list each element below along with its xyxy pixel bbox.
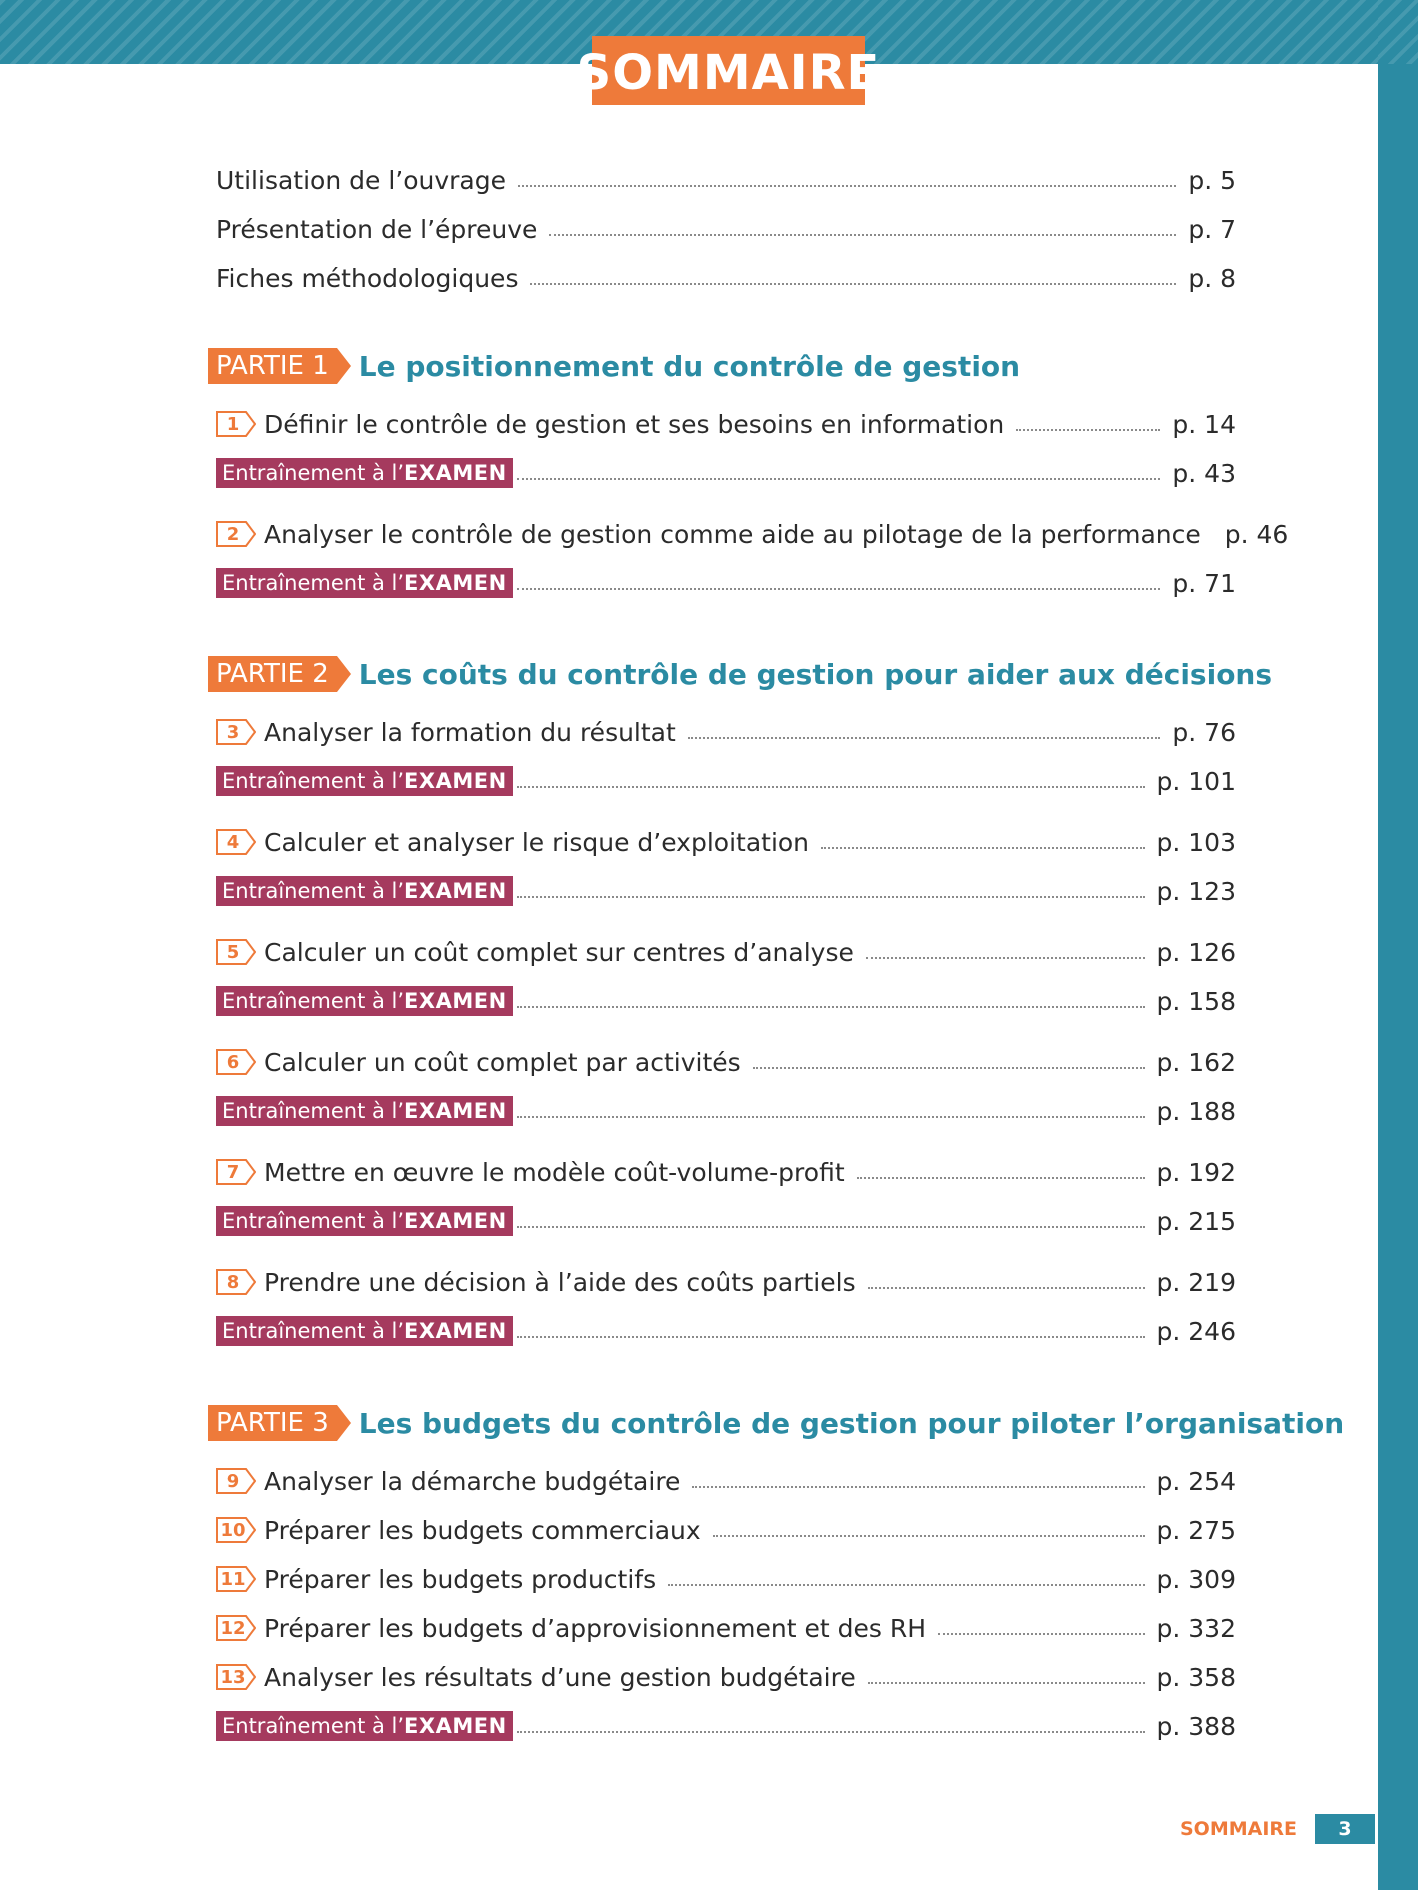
chapter-page: p. 14 (1172, 409, 1236, 439)
dot-leader (668, 1584, 1144, 1586)
chapter-number-badge: 2 (216, 521, 256, 547)
chapter-number-badge: 11 (216, 1566, 256, 1592)
part-tag: PARTIE 3 (208, 1405, 351, 1441)
exam-entry-3[interactable] (216, 759, 1236, 803)
part-heading-1 (208, 346, 1020, 386)
exam-badge: Entraînement à l’ EXAMEN (216, 1711, 513, 1741)
chapter-entry-5[interactable] (216, 930, 1236, 974)
chapter-label: Préparer les budgets d’approvisionnement et des RH (264, 1613, 926, 1643)
exam-badge: Entraînement à l’ EXAMEN (216, 1316, 513, 1346)
arrow-icon (337, 656, 351, 692)
part-title: Les budgets du contrôle de gestion pour piloter l’organisation (358, 1406, 1345, 1440)
toc-entry-page: p. 7 (1188, 214, 1236, 244)
chapter-page: p. 219 (1156, 1267, 1236, 1297)
toc-entry-page: p. 5 (1188, 165, 1236, 195)
chapter-entry-6[interactable] (216, 1040, 1236, 1084)
chapter-page: p. 76 (1172, 717, 1236, 747)
exam-entry-4[interactable] (216, 869, 1236, 913)
arrow-icon (337, 1405, 351, 1441)
exam-badge: Entraînement à l’ EXAMEN (216, 1206, 513, 1236)
chapter-entry-10[interactable] (216, 1508, 1236, 1552)
chapter-entry-7[interactable] (216, 1150, 1236, 1194)
exam-entry-8[interactable] (216, 1309, 1236, 1353)
part-heading-3 (208, 1403, 1344, 1443)
exam-entry-part3[interactable] (216, 1704, 1236, 1748)
page-title: SOMMAIRE (592, 36, 865, 105)
dot-leader (821, 847, 1144, 849)
chapter-label: Analyser le contrôle de gestion comme aide au pilotage de la performance (264, 519, 1201, 549)
exam-badge: Entraînement à l’ EXAMEN (216, 876, 513, 906)
toc-entry-label: Utilisation de l’ouvrage (216, 165, 506, 195)
part-title: Le positionnement du contrôle de gestion (358, 349, 1021, 383)
chapter-number-badge: 7 (216, 1159, 256, 1185)
chapter-number-badge: 6 (216, 1049, 256, 1075)
chapter-label: Préparer les budgets productifs (264, 1564, 657, 1594)
exam-page: p. 123 (1156, 876, 1236, 906)
chapter-number-badge: 1 (216, 411, 256, 437)
dot-leader (857, 1177, 1145, 1179)
dot-leader (753, 1067, 1145, 1069)
dot-leader (868, 1287, 1145, 1289)
exam-entry-7[interactable] (216, 1199, 1236, 1243)
exam-page: p. 215 (1156, 1206, 1236, 1236)
dot-leader (517, 1336, 1145, 1338)
exam-entry-5[interactable] (216, 979, 1236, 1023)
chapter-entry-8[interactable] (216, 1260, 1236, 1304)
exam-entry-2[interactable] (216, 561, 1236, 605)
chapter-label: Définir le contrôle de gestion et ses besoins en information (264, 409, 1005, 439)
dot-leader (517, 1731, 1145, 1733)
chapter-entry-3[interactable] (216, 710, 1236, 754)
dot-leader (518, 185, 1176, 187)
chapter-page: p. 254 (1156, 1466, 1236, 1496)
chapter-entry-1[interactable] (216, 402, 1236, 446)
dot-leader (688, 737, 1161, 739)
dot-leader (530, 283, 1176, 285)
exam-page: p. 246 (1156, 1316, 1236, 1346)
chapter-label: Calculer un coût complet par activités (264, 1047, 741, 1077)
chapter-entry-11[interactable] (216, 1557, 1236, 1601)
chapter-number-badge: 3 (216, 719, 256, 745)
chapter-label: Prendre une décision à l’aide des coûts partiels (264, 1267, 856, 1297)
chapter-number-badge: 5 (216, 939, 256, 965)
dot-leader (517, 588, 1161, 590)
chapter-label: Mettre en œuvre le modèle coût-volume-profit (264, 1157, 845, 1187)
chapter-label: Analyser la démarche budgétaire (264, 1466, 681, 1496)
toc-entry-presentation[interactable] (216, 207, 1236, 251)
chapter-number-badge: 9 (216, 1468, 256, 1494)
exam-page: p. 101 (1156, 766, 1236, 796)
exam-entry-1[interactable] (216, 451, 1236, 495)
dot-leader (868, 1682, 1145, 1684)
chapter-entry-13[interactable] (216, 1655, 1236, 1699)
chapter-label: Calculer un coût complet sur centres d’analyse (264, 937, 854, 967)
chapter-page: p. 275 (1156, 1515, 1236, 1545)
toc-entry-fiches[interactable] (216, 256, 1236, 300)
dot-leader (517, 786, 1145, 788)
part-tag: PARTIE 2 (208, 656, 351, 692)
chapter-page: p. 358 (1156, 1662, 1236, 1692)
exam-badge: Entraînement à l’ EXAMEN (216, 1096, 513, 1126)
part-tag: PARTIE 1 (208, 348, 351, 384)
chapter-label: Analyser les résultats d’une gestion budgétaire (264, 1662, 856, 1692)
chapter-page: p. 162 (1156, 1047, 1236, 1077)
chapter-label: Calculer et analyser le risque d’exploitation (264, 827, 810, 857)
exam-badge: Entraînement à l’ EXAMEN (216, 986, 513, 1016)
dot-leader (866, 957, 1145, 959)
dot-leader (517, 1226, 1145, 1228)
chapter-number-badge: 4 (216, 829, 256, 855)
exam-page: p. 388 (1156, 1711, 1236, 1741)
chapter-page: p. 309 (1156, 1564, 1236, 1594)
arrow-icon (337, 348, 351, 384)
dot-leader (713, 1535, 1145, 1537)
exam-badge: Entraînement à l’ EXAMEN (216, 458, 513, 488)
dot-leader (549, 234, 1176, 236)
exam-entry-6[interactable] (216, 1089, 1236, 1133)
page-number: 3 (1315, 1814, 1375, 1844)
dot-leader (938, 1633, 1145, 1635)
chapter-entry-2[interactable] (216, 512, 1289, 556)
chapter-page: p. 126 (1156, 937, 1236, 967)
exam-page: p. 43 (1172, 458, 1236, 488)
chapter-page: p. 103 (1156, 827, 1236, 857)
chapter-page: p. 192 (1156, 1157, 1236, 1187)
chapter-entry-9[interactable] (216, 1459, 1236, 1503)
chapter-number-badge: 13 (216, 1664, 256, 1690)
exam-page: p. 71 (1172, 568, 1236, 598)
dot-leader (692, 1486, 1144, 1488)
chapter-number-badge: 12 (216, 1615, 256, 1641)
chapter-entry-4[interactable] (216, 820, 1236, 864)
exam-badge: Entraînement à l’ EXAMEN (216, 568, 513, 598)
exam-page: p. 158 (1156, 986, 1236, 1016)
chapter-page: p. 332 (1156, 1613, 1236, 1643)
toc-entry-utilisation[interactable] (216, 158, 1236, 202)
chapter-page: p. 46 (1224, 519, 1289, 549)
dot-leader (1016, 429, 1160, 431)
part-heading-2 (208, 654, 1272, 694)
dot-leader (517, 478, 1161, 480)
toc-entry-label: Présentation de l’épreuve (216, 214, 538, 244)
part-title: Les coûts du contrôle de gestion pour aider aux décisions (358, 657, 1273, 691)
chapter-label: Préparer les budgets commerciaux (264, 1515, 701, 1545)
toc-entry-page: p. 8 (1188, 263, 1236, 293)
chapter-entry-12[interactable] (216, 1606, 1236, 1650)
chapter-label: Analyser la formation du résultat (264, 717, 676, 747)
footer-label: SOMMAIRE (1180, 1818, 1298, 1840)
toc-entry-label: Fiches méthodologiques (216, 263, 519, 293)
chapter-number-badge: 10 (216, 1517, 256, 1543)
exam-badge: Entraînement à l’ EXAMEN (216, 766, 513, 796)
right-edge-band (1378, 0, 1418, 1890)
exam-page: p. 188 (1156, 1096, 1236, 1126)
dot-leader (517, 1006, 1145, 1008)
page-footer (1180, 1814, 1375, 1844)
dot-leader (517, 1116, 1145, 1118)
dot-leader (517, 896, 1145, 898)
chapter-number-badge: 8 (216, 1269, 256, 1295)
